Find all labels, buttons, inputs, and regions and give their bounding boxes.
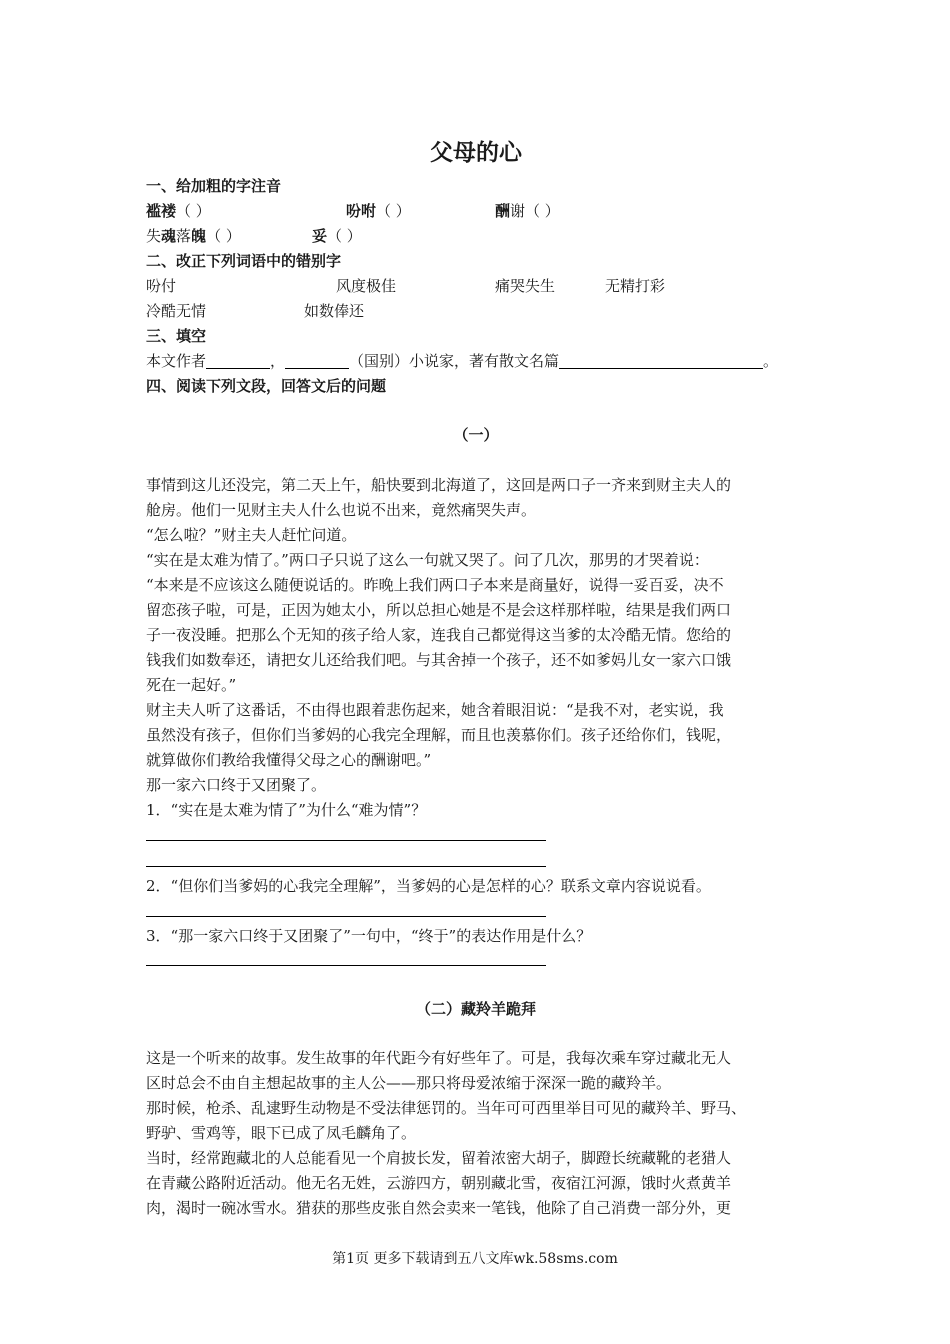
typo-word-6: 如数俸还 xyxy=(304,302,365,320)
passage1-line: “怎么啦？”财主夫人赶忙问道。 xyxy=(146,526,357,544)
question-1: 1．“实在是太难为情了”为什么“难为情”？ xyxy=(146,801,427,819)
passage2-line: 那时候，枪杀、乱逮野生动物是不受法律惩罚的。当年可可西里举目可见的藏羚羊、野马、 xyxy=(146,1099,747,1117)
fill-blank-line xyxy=(146,351,778,371)
pinyin-blank: （ ） xyxy=(176,202,211,220)
answer-blank-country[interactable] xyxy=(285,352,349,369)
passage2-line: 区时总会不由自主想起故事的主人公——那只将母爱浓缩于深深一跪的藏羚羊。 xyxy=(146,1074,672,1092)
typo-word-5: 冷酷无情 xyxy=(146,302,207,320)
fill-text-work: （国别）小说家，著有散文名篇 xyxy=(349,352,560,370)
fill-comma: ， xyxy=(270,352,286,370)
pinyin-item-fenfu xyxy=(346,201,411,221)
passage1-line: 舱房。他们一见财主夫人什么也说不出来，竟然痛哭失声。 xyxy=(146,501,537,519)
section3-heading: 三、填空 xyxy=(146,327,207,345)
term-chou: 酬 xyxy=(495,202,511,220)
passage1-heading: （一） xyxy=(453,426,499,444)
passage1-line: 子一夜没睡。把那么个无知的孩子给人家，连我自己都觉得这当爹的太冷酷无情。您给的 xyxy=(146,626,732,644)
passage1-line: 虽然没有孩子，但你们当爹妈的心我完全理解，而且也羡慕你们。孩子还给你们，钱呢， xyxy=(146,726,732,744)
passage1-line: 钱我们如数奉还，请把女儿还给我们吧。与其舍掉一个孩子，还不如爹妈儿女一家六口饿 xyxy=(146,651,732,669)
question-2: 2．“但你们当爹妈的心我完全理解”，当爹妈的心是怎样的心？联系文章内容说说看。 xyxy=(146,877,711,895)
document-title: 父母的心 xyxy=(430,140,522,166)
char-hun: 魂 xyxy=(161,227,177,245)
passage2-line: 野驴、雪鸡等，眼下已成了凤毛麟角了。 xyxy=(146,1124,417,1142)
typo-word-4: 无精打彩 xyxy=(605,277,666,295)
answer-line-q2[interactable] xyxy=(146,916,546,917)
term-tuo: 妥 xyxy=(312,227,328,245)
fill-text-author: 本文作者 xyxy=(146,352,207,370)
section4-heading: 四、阅读下列文段，回答文后的问题 xyxy=(146,377,387,395)
answer-blank-work[interactable] xyxy=(559,352,763,369)
answer-blank-author[interactable] xyxy=(206,352,270,369)
passage1-line: 财主夫人听了这番话，不由得也跟着悲伤起来，她含着眼泪说：“是我不对，老实说，我 xyxy=(146,701,724,719)
passage1-line: “本来是不应该这么随便说话的。昨晚上我们两口子本来是商量好，说得一妥百妥，决不 xyxy=(146,576,724,594)
passage1-line: “实在是太难为情了。”两口子只说了这么一句就又哭了。问了几次，那男的才哭着说： xyxy=(146,551,709,569)
typo-word-1: 吩付 xyxy=(146,277,177,295)
term-lanlv: 褴褛 xyxy=(146,202,177,220)
page-footer: 第1页 更多下载请到五八文库wk.58sms.com xyxy=(332,1251,618,1267)
pinyin-blank: （ ） xyxy=(525,202,560,220)
passage1-line: 事情到这儿还没完，第二天上午，船快要到北海道了，这回是两口子一齐来到财主夫人的 xyxy=(146,476,732,494)
term-fenfu: 吩咐 xyxy=(346,202,377,220)
pinyin-row-1 xyxy=(146,201,211,221)
passage1-line: 留恋孩子啦，可是，正因为她太小，所以总担心她是不是会这样那样啦，结果是我们两口 xyxy=(146,601,732,619)
section1-heading: 一、给加粗的字注音 xyxy=(146,177,282,195)
term-xie: 谢 xyxy=(510,202,526,220)
typo-word-3: 痛哭失生 xyxy=(495,277,556,295)
pinyin-item-chouxie xyxy=(495,201,560,221)
pinyin-blank: （ ） xyxy=(327,227,362,245)
pinyin-item-tuo xyxy=(312,226,362,246)
passage1-line: 死在一起好。” xyxy=(146,676,237,694)
passage2-heading: （二）藏羚羊跪拜 xyxy=(415,1000,536,1018)
section2-heading: 二、改正下列词语中的错别字 xyxy=(146,252,342,270)
answer-line-q3[interactable] xyxy=(146,965,546,966)
char-luo: 落 xyxy=(176,227,192,245)
fill-period: 。 xyxy=(763,352,779,370)
passage1-line: 就算做你们教给我懂得父母之心的酬谢吧。” xyxy=(146,751,432,769)
answer-line-q1a[interactable] xyxy=(146,840,546,841)
answer-line-q1b[interactable] xyxy=(146,866,546,867)
passage2-line: 在青藏公路附近活动。他无名无姓，云游四方，朝别藏北雪，夜宿江河源，饿时火煮黄羊 xyxy=(146,1174,732,1192)
pinyin-blank: （ ） xyxy=(376,202,411,220)
passage2-line: 肉，渴时一碗冰雪水。猎获的那些皮张自然会卖来一笔钱，他除了自己消费一部分外，更 xyxy=(146,1199,732,1217)
char-shi: 失 xyxy=(146,227,162,245)
pinyin-blank: （ ） xyxy=(206,227,241,245)
passage2-line: 当时，经常跑藏北的人总能看见一个肩披长发，留着浓密大胡子，脚蹬长统藏靴的老猎人 xyxy=(146,1149,732,1167)
typo-word-2: 风度极佳 xyxy=(336,277,397,295)
passage2-line: 这是一个听来的故事。发生故事的年代距今有好些年了。可是，我每次乘车穿过藏北无人 xyxy=(146,1049,732,1067)
question-3: 3．“那一家六口终于又团聚了”一句中，“终于”的表达作用是什么？ xyxy=(146,927,592,945)
pinyin-row-2 xyxy=(146,226,241,246)
passage1-line: 那一家六口终于又团聚了。 xyxy=(146,776,327,794)
char-po: 魄 xyxy=(191,227,207,245)
